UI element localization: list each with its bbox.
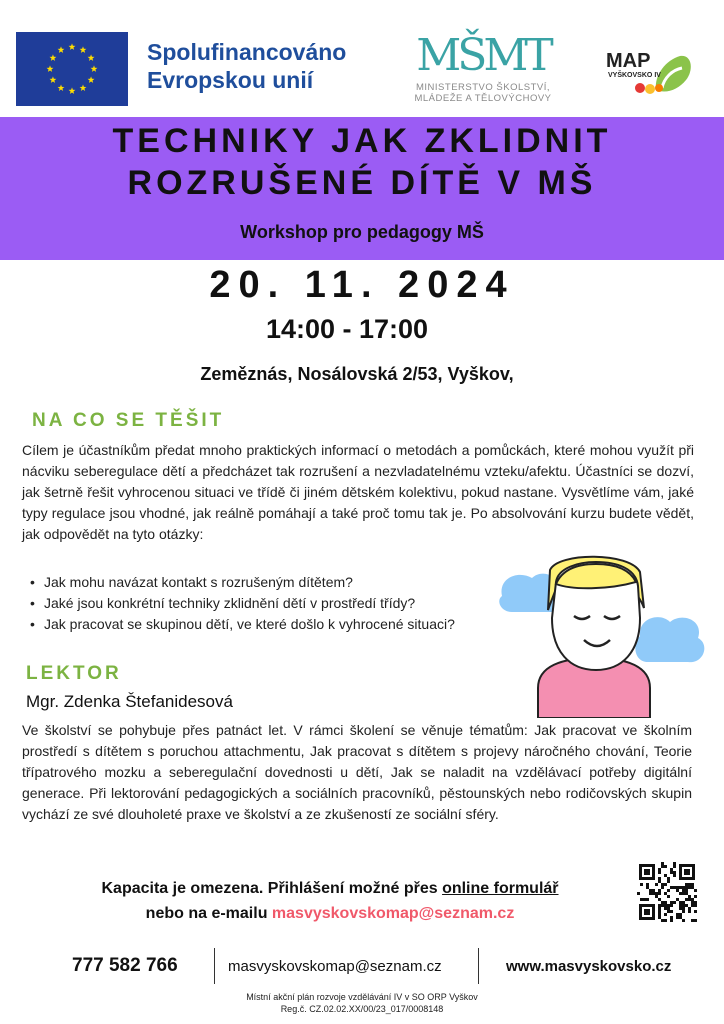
qr-code-icon[interactable] [637,862,697,922]
qr-cell [670,916,673,919]
qr-cell [679,913,682,916]
qr-cell [688,886,691,889]
qr-cell [670,919,673,922]
qr-cell [691,904,694,907]
eu-star-icon [88,54,95,61]
qr-cell [691,883,694,886]
qr-cell [670,871,673,874]
qr-cell [694,895,697,898]
qr-cell [664,904,667,907]
question-list [22,572,542,635]
qr-cell [661,865,664,868]
eu-star-icon [50,76,57,83]
eu-line1: Spolufinancováno [147,39,347,65]
qr-cell [673,874,676,877]
qr-cell [658,892,661,895]
lektor-paragraph: Ve školství se pohybuje přes patnáct let. V rámci školení se věnuje tématům: Jak pracovat ve školním prostředí s dítětem s poruchou attachmentu, Jak pracovat s dítětem s projevy náročného chování, Teorie třípatrového mozku a seberegulační dovednosti u dětí, Jak se naladit na vzdělávací potřeby digitální generace. Při lektorování pedagogických a sociálních pracovníků, pěstounských nebo rodičovských skupin vychází ze své dlouholeté praxe ve školství a ze zkušeností ze sociální sféry. [22,722,692,822]
qr-cell [661,919,664,922]
msmt-mark: MŠMT [416,30,550,81]
eu-stars-icon [16,32,128,106]
dots-icon [634,80,664,96]
qr-cell [646,883,649,886]
qr-cell [682,919,685,922]
qr-cell [676,916,679,919]
qr-cell [679,907,682,910]
qr-cell [682,886,685,889]
qr-cell [664,913,667,916]
qr-cell [640,898,643,901]
qr-cell [673,865,676,868]
qr-cell [667,889,670,892]
qr-cell [670,886,673,889]
qr-cell [658,907,661,910]
qr-cell [667,904,670,907]
qr-cell [691,901,694,904]
qr-cell [685,898,688,901]
qr-cell [655,892,658,895]
qr-cell [685,889,688,892]
qr-cell [679,916,682,919]
section-heading-tesit: NA CO SE TĚŠIT [32,410,225,431]
qr-cell [658,916,661,919]
map-sub-label: VYŠKOVSKO [608,72,653,79]
footer-reg-line: Reg.č. CZ.02.02.XX/00/23_017/0008148 [280,1004,444,1014]
qr-cell [682,904,685,907]
qr-cell [652,892,655,895]
lektor-name: Mgr. Zdenka Štefanidesová [26,692,233,711]
eu-star-icon [58,46,65,53]
qr-cell [691,919,694,922]
qr-cell [676,898,679,901]
qr-cell [688,910,691,913]
qr-cell [691,886,694,889]
qr-cell [664,919,667,922]
page-title [0,120,724,204]
footer-divider [214,948,215,984]
qr-cell [673,886,676,889]
qr-cell [676,886,679,889]
eu-star-icon [47,65,54,72]
footer-email[interactable]: masvyskovskomap@seznam.cz [228,958,442,975]
qr-cell [643,898,646,901]
qr-cell [688,895,691,898]
qr-cell [667,877,670,880]
eu-star-icon [50,54,57,61]
eu-star-icon [80,46,87,53]
qr-cell [694,889,697,892]
qr-cell [658,880,661,883]
qr-cell [658,889,661,892]
qr-cell [640,883,643,886]
qr-cell [670,868,673,871]
qr-cell [655,895,658,898]
qr-cell [682,901,685,904]
qr-cell [661,886,664,889]
qr-cell [646,898,649,901]
eu-flag [16,32,128,106]
qr-cell [685,883,688,886]
event-date: 20. 11. 2024 [209,264,515,306]
qr-cell [688,907,691,910]
capacity-line1 [0,880,660,898]
footer-phone[interactable]: 777 582 766 [72,955,178,976]
capacity-text: Kapacita je omezena. Přihlášení možné přes [101,880,443,897]
eu-star-icon [88,76,95,83]
qr-cell [646,886,649,889]
msmt-line1: MINISTERSTVO ŠKOLSTVÍ, [416,82,550,93]
capacity-email-link[interactable]: masvyskovskomap@seznam.cz [271,905,515,922]
eu-line2: Evropskou unií [147,67,314,93]
qr-cell [667,907,670,910]
title-line1: TECHNIKY JAK ZKLIDNIT [112,122,612,160]
qr-cell [667,910,670,913]
qr-cell [652,889,655,892]
intro-paragraph: Cílem je účastníkům předat mnoho praktických informací o metodách a pomůckách, které mohou využít při nácviku seberegulace dětí a předcházet tak rozrušení a nezvladatelnému vzteku/afektu. Účastníci se dozví, jak šetrně řešit vyhrocenou situaci ve třídě či jiném dětském kolektivu, pokud nastane. Vysvětlíme vám, jaké typy regulace jsou vhodné, jak reálně pomáhají a také proč tomu tak je. Po absolvování kurzu budete vědět, jak odpovědět na tyto otázky: [22,442,694,542]
msmt-logo [398,30,568,104]
qr-cell [667,880,670,883]
eu-star-icon [69,43,76,50]
qr-cell [682,892,685,895]
qr-cell [664,865,667,868]
qr-cell [649,889,652,892]
qr-cell [664,874,667,877]
msmt-text [398,82,568,104]
qr-cell [670,904,673,907]
qr-cell [685,886,688,889]
qr-cell [670,910,673,913]
qr-cell [679,892,682,895]
qr-cell [694,901,697,904]
qr-cell [673,862,676,865]
online-form-link[interactable]: online formulář [442,880,559,897]
qr-cell [682,889,685,892]
qr-cell [694,910,697,913]
qr-cell [664,907,667,910]
qr-cell [673,871,676,874]
qr-cell [673,901,676,904]
list-item: • Jak pracovat se skupinou dětí, ve které došlo k vyhrocené situaci? [22,614,542,635]
qr-cell [664,883,667,886]
qr-cell [679,904,682,907]
subtitle: Workshop pro pedagogy MŠ [240,222,484,242]
list-item: • Jak mohu navázat kontakt s rozrušeným dítětem? [22,572,542,593]
eu-star-icon [58,84,65,91]
eu-star-icon [69,87,76,94]
qr-cell [676,889,679,892]
qr-cell [658,904,661,907]
qr-cell [658,877,661,880]
qr-cell [685,892,688,895]
title-line2: ROZRUŠENÉ DÍTĚ V MŠ [127,164,597,202]
qr-cell [655,883,658,886]
qr-cell [658,910,661,913]
qr-cell [694,919,697,922]
qr-cell [694,904,697,907]
qr-cell [658,898,661,901]
map-logo [604,46,694,102]
capacity-line2 [0,905,660,923]
map-sub [608,72,661,79]
qr-cell [664,892,667,895]
map-roman: IV [654,72,661,79]
qr-cell [658,868,661,871]
qr-cell [637,892,640,895]
eu-cofinancing-text [147,38,346,94]
footer-divider [478,948,479,984]
eu-star-icon [80,84,87,91]
qr-cell [661,904,664,907]
qr-cell [679,901,682,904]
section-heading-lektor: LEKTOR [26,663,122,684]
qr-cell [661,883,664,886]
footer-project-line: Místní akční plán rozvoje vzdělávání IV v SO ORP Vyškov [246,992,478,1002]
qr-cell [664,901,667,904]
qr-cell [685,904,688,907]
msmt-line2: MLÁDEŽE A TĚLOVÝCHOVY [414,93,552,104]
calm-child-illustration [498,548,708,718]
qr-cell [682,910,685,913]
map-text: MAP [606,50,651,72]
qr-cell [667,895,670,898]
capacity-email-prefix: nebo na e-mailu [145,905,272,922]
qr-cell [688,898,691,901]
qr-cell [691,898,694,901]
qr-cell [658,913,661,916]
qr-cell [658,871,661,874]
qr-cell [661,901,664,904]
list-item: • Jaké jsou konkrétní techniky zklidnění dětí v prostředí třídy? [22,593,542,614]
qr-cell [676,913,679,916]
qr-cell [649,892,652,895]
event-time: 14:00 - 17:00 [265,314,429,344]
qr-cell [679,886,682,889]
qr-cell [661,862,664,865]
qr-cell [688,883,691,886]
qr-cell [670,901,673,904]
qr-cell [682,907,685,910]
event-place: Zeměznás, Nosálovská 2/53, Vyškov, [200,364,514,384]
eu-star-icon [91,65,98,72]
footer-web[interactable]: www.masvyskovsko.cz [506,958,672,975]
